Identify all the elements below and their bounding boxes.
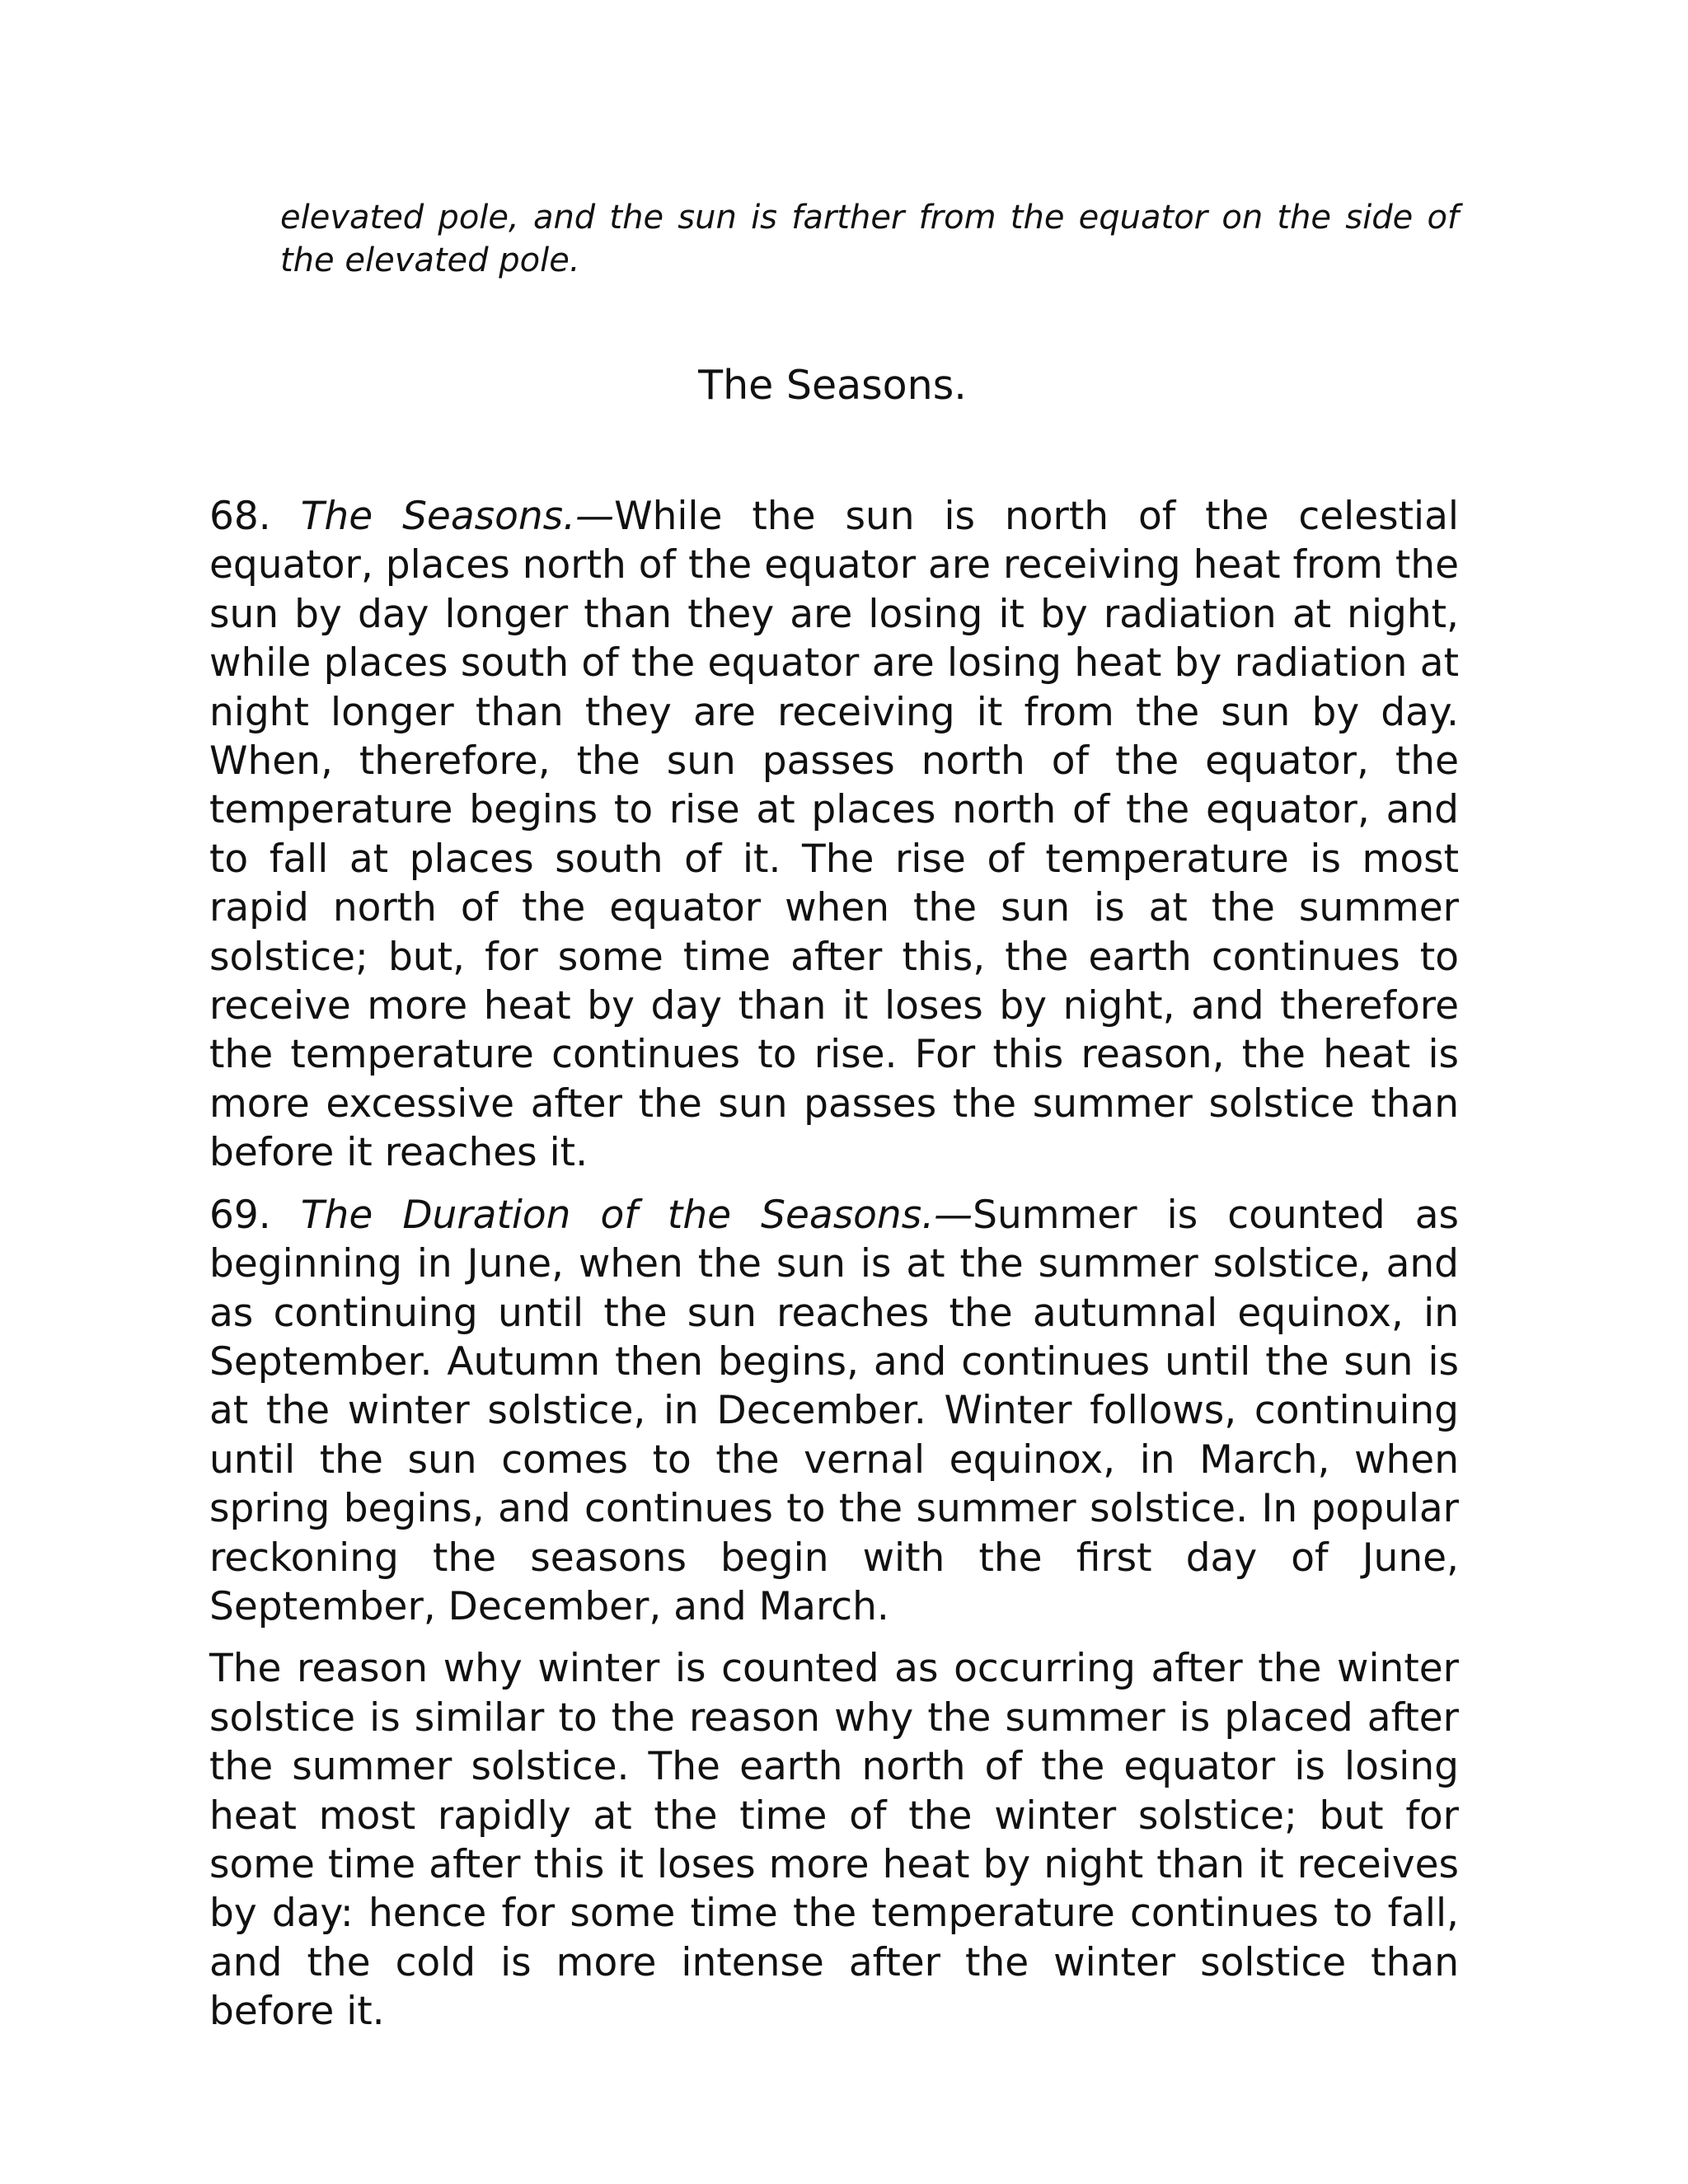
paragraph-number: 69.	[209, 1192, 271, 1238]
paragraph-winter-reason	[209, 1644, 1459, 2036]
paragraph-body: The reason why winter is counted as occurring after the winter solstice is similar to the reason why the summer is placed after the summer solstice. The earth north of the equator is losing heat most rapidly at the time of the winter solstice; but for some time after this it loses more heat by night than it receives by day: hence for some time the temperature continues to fall, and the cold is more intense after the winter solstice than before it.	[209, 1646, 1459, 2035]
paragraph-body: While the sun is north of the celestial equator, places north of the equator are receiving heat from the sun by day longer than they are losing it by radiation at night, while places south of the equator are losing heat by radiation at night longer than they are receiving it from the sun by day. When, therefore, the sun passes north of the equator, the temperature begins to rise at places north of the equator, and to fall at places south of it. The rise of temperature is most rapid north of the equator when the sun is at the summer solstice; but, for some time after this, the earth continues to receive more heat by day than it loses by night, and therefore the temperature continues to rise. For this reason, the heat is more excessive after the sun passes the summer solstice than before it reaches it.	[209, 494, 1459, 1176]
paragraph-68	[209, 492, 1459, 1178]
body-text	[209, 492, 1459, 2050]
paragraph-heading: The Seasons.—	[300, 494, 615, 539]
paragraph-body: Summer is counted as beginning in June, when the sun is at the summer solstice, and as continuing until the sun reaches the autumnal equinox, in September. Autumn then begins, and continues until the sun is at the winter solstice, in December. Winter follows, continuing until the sun comes to the vernal equinox, in March, when spring begins, and continues to the summer solstice. In popular reckoning the seasons begin with the first day of June, September, December, and March.	[209, 1192, 1460, 1629]
section-title: The Seasons.	[698, 362, 967, 409]
paragraph-69	[209, 1191, 1459, 1632]
paragraph-heading: The Duration of the Seasons.—	[300, 1192, 973, 1238]
continued-passage: elevated pole, and the sun is farther from the equator on the side of the elevated pole.	[280, 199, 1459, 279]
paragraph-number: 68.	[209, 494, 271, 539]
